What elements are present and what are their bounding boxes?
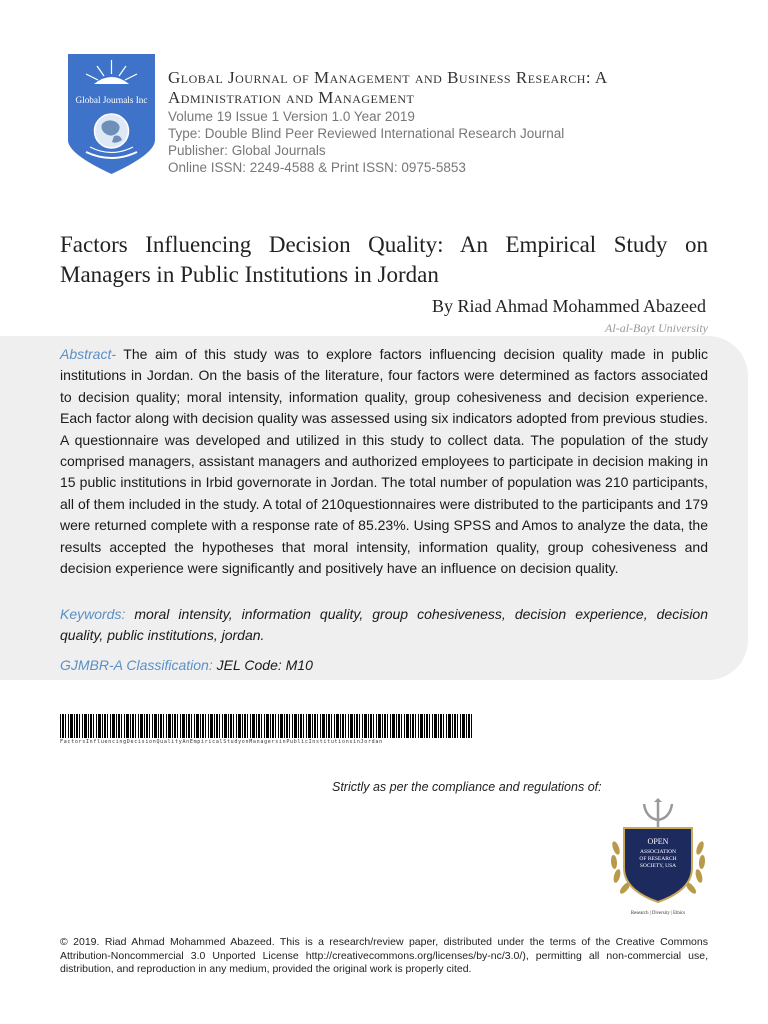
oars-line2: ASSOCIATION	[639, 849, 677, 855]
journal-publisher: Publisher: Global Journals	[168, 143, 326, 158]
barcode-text: FactorsInfluencingDecisionQualityAnEmpiricalStudyonManagersinPublicInstitutionsinJordan	[60, 739, 383, 745]
keywords-text: moral intensity, information quality, group cohesiveness, decision experience, decision quality, public institutions, jordan.	[60, 606, 709, 644]
journal-title	[168, 68, 728, 108]
oars-motto: Research | Diversity | Ethics	[630, 911, 686, 916]
journal-issn: Online ISSN: 2249-4588 & Print ISSN: 0975-5853	[168, 160, 466, 175]
journal-title-line1: Global Journal of Management and Business Research: A	[168, 68, 608, 87]
abstract-body: The aim of this study was to explore factors influencing decision quality made in public institutions in Jordan. On the basis of the literature, four factors were determined as factors associated to decision quality; moral intensity, information quality, group cohesiveness and decision experience. Each factor along with decision quality was assessed using six indicators adopted from previous studies. A questionnaire was developed and utilized in this study to collect data. The population of the study comprised managers, assistant managers and authorized employees to participate in decision making in 15 public institutions in Irbid governorate in Jordan. The total number of population was 210 participants, all of them included in the study. A total of 210questionnaires were distributed to the participants and 179 were returned complete with a response rate of 85.23%. Using SPSS and Amos to analyze the data, the results accepted the hypotheses that moral intensity, information quality, group cohesiveness and decision experience were significantly and positively have an influence on decision quality.	[60, 346, 708, 577]
copyright-notice: © 2019. Riad Ahmad Mohammed Abazeed. This is a research/review paper, distributed under the terms of the Creative Commons Attribution-Noncommercial 3.0 Unported License http://creativecommons.org/licenses/by-nc/3.0/), permitting all non-commercial use, distribution, and reproduction in any medium, provided the original work is properly cited.	[60, 936, 708, 976]
barcode	[60, 714, 474, 752]
journal-header	[60, 50, 740, 180]
journal-type: Type: Double Blind Peer Reviewed International Research Journal	[168, 126, 565, 141]
journal-info	[168, 68, 728, 176]
oars-line1: OPEN	[647, 837, 669, 846]
barcode-bars	[60, 714, 474, 738]
trident-icon	[644, 798, 672, 828]
classification-text: JEL Code: M10	[216, 657, 313, 673]
global-journals-logo	[64, 52, 159, 176]
abstract	[60, 344, 708, 579]
oars-line4: SOCIETY, USA	[639, 863, 677, 869]
keywords	[60, 604, 708, 647]
oars-logo	[606, 798, 710, 918]
classification	[60, 655, 708, 675]
author-affiliation: Al-al-Bayt University	[605, 321, 708, 335]
abstract-label: Abstract-	[60, 346, 117, 362]
logo-text: Global Journals Inc	[75, 95, 148, 105]
oars-line3: OF RESEARCH	[639, 856, 677, 862]
journal-volume: Volume 19 Issue 1 Version 1.0 Year 2019	[168, 109, 415, 124]
compliance-note: Strictly as per the compliance and regulations of:	[332, 780, 602, 794]
paper-author: By Riad Ahmad Mohammed Abazeed	[432, 296, 706, 316]
journal-title-line2: Administration and Management	[168, 88, 415, 107]
classification-label: GJMBR-A Classification:	[60, 657, 213, 673]
keywords-label: Keywords:	[60, 606, 126, 622]
paper-title: Factors Influencing Decision Quality: An Empirical Study on Managers in Public Institutions in Jordan	[60, 232, 708, 287]
